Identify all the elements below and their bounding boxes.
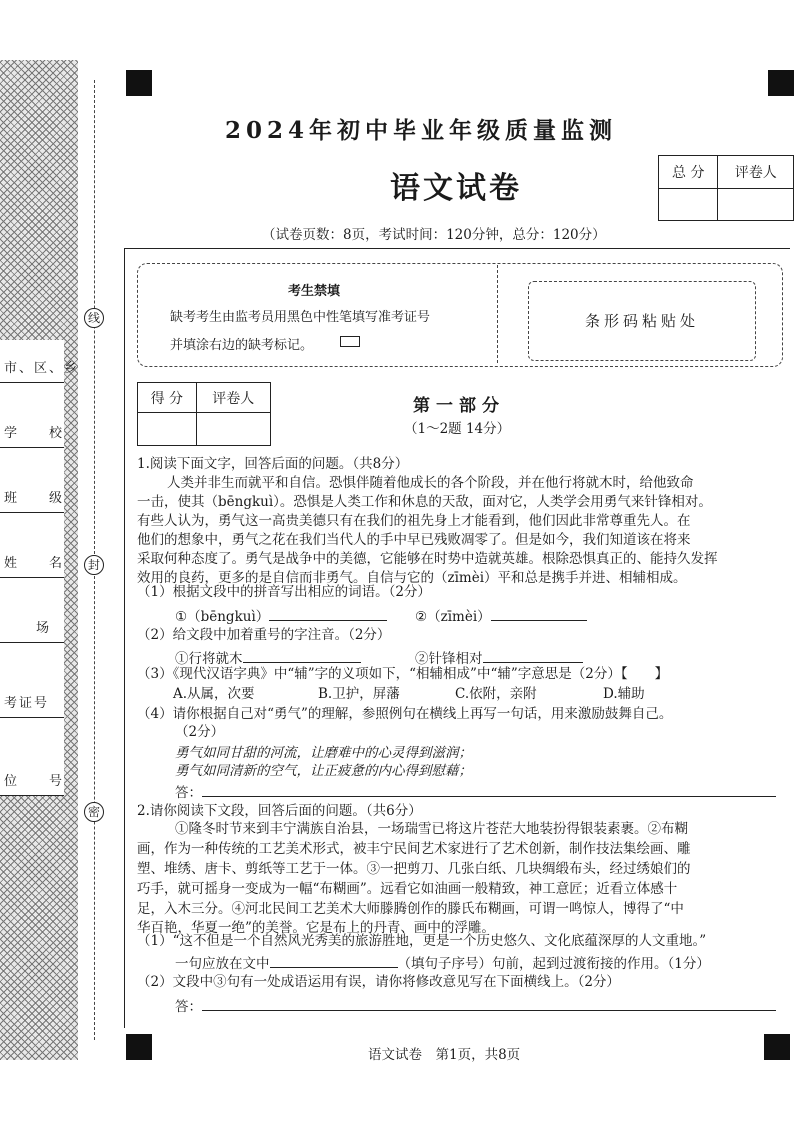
part1-score-cell[interactable] [138, 413, 197, 446]
page-footer: 语文试卷 第1页，共8页 [368, 1047, 521, 1063]
q1-option-c: C.依附，亲附 [455, 686, 537, 702]
corner-mark-bottom-left [126, 1034, 152, 1060]
q2-answer-blank[interactable] [202, 996, 776, 1011]
q1-sub4-score: （2分） [175, 724, 225, 740]
q1-passage-line: 一击，使其（bēngkuì）。恐惧是人类工作和休息的天敌，面对它，人类学会用勇气来针锋相对。 [137, 494, 712, 510]
total-score-cell[interactable] [659, 189, 718, 221]
corner-mark-top-left [126, 70, 152, 96]
notice-divider [497, 265, 498, 363]
q2-answer: 答： [175, 996, 776, 1016]
q2-sub1-blank[interactable] [270, 953, 398, 968]
q2-passage-line: 足，入木三分。④河北民间工艺美术大师滕腾创作的滕氏布糊画，可谓一鸣惊人，博得了“中 [137, 901, 684, 917]
notice-heading: 考生禁填 [288, 284, 341, 299]
q1-answer-blank[interactable] [202, 782, 776, 797]
q2-sub1-line2: 一句应放在文中 （填句子序号）句前，起到过渡衔接的作用。（1分） [175, 953, 710, 973]
part1-grader-cell[interactable] [196, 413, 270, 446]
q1-sub2: （2）给文段中加着重号的字注音。（2分） [137, 627, 391, 643]
q1-sub2-a: ①行将就木 [175, 648, 361, 668]
binding-field-school[interactable]: 学 校 [0, 382, 64, 448]
q1-example1: 勇气如同甘甜的河流，让磨难中的心灵得到滋润； [175, 745, 472, 761]
notice-line1: 缺考考生由监考员用黑色中性笔填写准考证号 [170, 310, 431, 325]
q2-passage-line: 画，作为一种传统的工艺美术形式，被丰宁民间艺术家进行了艺术创新，制作技法集绘画、雕 [137, 841, 691, 857]
q1-sub3: （3）《现代汉语字典》中“辅”字的义项如下，“相辅相成”中“辅”字意思是（2分）【 】 [137, 666, 669, 682]
q1-passage-line: 有些人认为，勇气这一高贵美德只有在我们的祖先身上才能看到，他们因此非常尊重先人。在 [137, 513, 691, 529]
q1-passage-line: 效用的良药，更多的是自信而非勇气。自信与它的（zīmèi）平和总是携手并进、相辅相成。 [137, 570, 687, 586]
part1-title: 第一部分 [413, 396, 505, 416]
binding-field-exam-no[interactable]: 考证号 [0, 642, 64, 718]
q2-passage-line: ①隆冬时节来到丰宁满族自治县，一场瑞雪已将这片苍茫大地装扮得银装素裹。②布糊 [175, 821, 688, 837]
line-mark-feng: 封 [84, 555, 104, 575]
q2-passage-line: 华百艳，华夏一绝”的美誉。它是布上的丹青、画中的浮雕。 [137, 920, 495, 936]
q1-sub4: （4）请你根据自己对“勇气”的理解，参照例句在横线上再写一句话，用来激励鼓舞自己。 [137, 706, 673, 722]
q2-sub1: （1）“这不但是一个自然风光秀美的旅游胜地，更是一个历史悠久、文化底蕴深厚的人文重地。” [137, 933, 707, 949]
q1-sub2-a-blank[interactable] [243, 648, 361, 663]
q1-example2: 勇气如同清新的空气，让正疲惫的内心得到慰藉； [175, 763, 472, 779]
top-grader-label: 评卷人 [718, 156, 794, 189]
q1-option-b: B.卫护，屏藩 [318, 686, 400, 702]
q2-sub2: （2）文段中③句有一处成语运用有误，请你将修改意见写在下面横线上。（2分） [137, 974, 620, 990]
total-score-table [658, 155, 794, 221]
corner-mark-bottom-right [764, 1034, 790, 1060]
top-grader-cell[interactable] [718, 189, 794, 221]
binding-field-seat[interactable]: 位 号 [0, 717, 64, 796]
line-mark-mi: 密 [84, 802, 104, 822]
q1-passage-line: 人类并非生而就平和自信。恐惧伴随着他成长的各个阶段，并在他行将就木时，给他致命 [167, 475, 694, 491]
barcode-area: 条形码粘贴处 [528, 281, 756, 361]
exam-title: 2024年初中毕业年级质量监测 [225, 117, 618, 144]
binding-field-class[interactable]: 班 级 [0, 447, 64, 513]
q1-option-a: A.从属，次要 [173, 686, 255, 702]
binding-field-room[interactable]: 场 [0, 577, 64, 643]
q1-sub1-b-blank[interactable] [491, 606, 587, 621]
q1-passage-line: 他们的想象中，勇气之花在我们当代人的手中早已残败凋零了。但是如今，我们知道该在将来 [137, 532, 691, 548]
q1-answer: 答： [175, 782, 776, 802]
part1-subtitle: （1～2题 14分） [404, 421, 511, 437]
part1-score-table [137, 382, 271, 446]
q1-sub1: （1）根据文段中的拼音写出相应的词语。（2分） [137, 584, 431, 600]
total-score-label: 总 分 [659, 156, 718, 189]
frame-left [124, 248, 125, 1028]
part1-grader-label: 评卷人 [196, 383, 270, 413]
absent-mark-box[interactable] [340, 336, 360, 347]
binding-fields [0, 340, 80, 795]
frame-top [124, 248, 790, 249]
notice-line2: 并填涂右边的缺考标记。 [170, 338, 314, 353]
q1-title: 1.阅读下面文字，回答后面的问题。（共8分） [137, 456, 409, 472]
q1-sub1-a: ①（bēngkuì） [175, 606, 387, 626]
q1-sub1-a-blank[interactable] [269, 606, 387, 621]
exam-info: （试卷页数：8页，考试时间：120分钟，总分：120分） [262, 227, 606, 243]
q1-option-d: D.辅助 [603, 686, 645, 702]
binding-field-district[interactable]: 市、区、乡 [0, 340, 64, 383]
q2-title: 2.请你阅读下文段，回答后面的问题。（共6分） [137, 803, 422, 819]
subject-title: 语文试卷 [390, 171, 522, 206]
corner-mark-top-right [768, 70, 794, 96]
binding-field-name[interactable]: 姓 名 [0, 512, 64, 578]
q2-passage-line: 塑、堆绣、唐卡、剪纸等工艺于一体。③一把剪刀、几张白纸、几块绸缎布头，经过绣娘们的 [137, 861, 691, 877]
q2-passage-line: 巧手，就可摇身一变成为一幅“布糊画”。远看它如油画一般精致，神工意匠；近看立体感十 [137, 881, 678, 897]
q1-sub1-b: ②（zīmèi） [415, 606, 587, 626]
line-mark-xian: 线 [84, 308, 104, 328]
q1-sub2-b: ②针锋相对 [415, 648, 583, 668]
q1-sub2-b-blank[interactable] [483, 648, 583, 663]
part1-score-label: 得 分 [138, 383, 197, 413]
q1-passage-line: 采取何种态度了。勇气是战争中的美德，它能够在时势中造就英雄。根除恐惧真正的、能持久发挥 [137, 551, 718, 567]
